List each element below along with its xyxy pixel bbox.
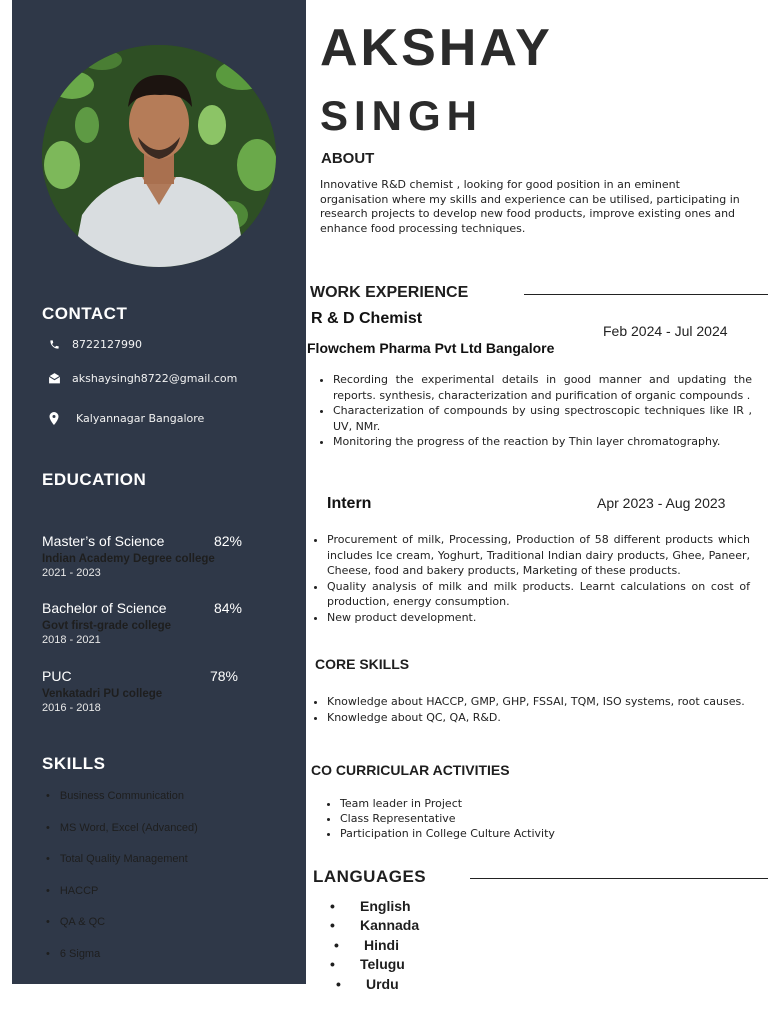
name-last: SINGH: [320, 92, 484, 139]
activity-item: • Team leader in Project: [340, 796, 740, 811]
job-title: R & D Chemist: [311, 310, 423, 327]
job-bullet: • Characterization of compounds by using spectroscopic techniques like IR , UV, NMr.: [333, 403, 752, 434]
education-heading: EDUCATION: [42, 470, 147, 489]
language-item: • English: [330, 898, 419, 917]
name-first: AKSHAY: [320, 19, 553, 77]
company-name: Flowchem Pharma Pvt Ltd Bangalore: [307, 340, 555, 356]
college-name: Venkatadri PU college: [42, 688, 163, 700]
job-bullet: • Recording the experimental details in good manner and updating the reports. synthesis, characterization and purification of organic compounds .: [333, 372, 752, 403]
work-experience-heading: WORK EXPERIENCE: [310, 284, 469, 301]
language-item: • Hindi: [330, 937, 419, 956]
education-years: 2018 - 2021: [42, 634, 101, 646]
activity-item: • Participation in College Culture Activity: [340, 826, 740, 841]
degree-name: Bachelor of Science: [42, 600, 167, 616]
education-years: 2021 - 2023: [42, 567, 101, 579]
college-name: Indian Academy Degree college: [42, 553, 215, 565]
education-item: [42, 668, 242, 714]
education-item: [42, 533, 242, 579]
degree-percent: 84%: [213, 600, 242, 616]
job-bullet: • Procurement of milk, Processing, Production of 58 different products which includes Ice cream, Yoghurt, Traditional Indian dairy products, Ghee, Paneer, Cheese, food and bakery products, Marketing of these products.: [327, 532, 750, 579]
activity-item: • Class Representative: [340, 811, 740, 826]
core-skills-list: [309, 694, 750, 725]
job-bullets: [315, 372, 752, 450]
job-bullet: • Monitoring the progress of the reaction by Thin layer chromatography.: [333, 434, 752, 450]
location-text: Kalyannagar Bangalore: [76, 411, 205, 425]
skill-item: • Total Quality Management: [46, 853, 198, 885]
profile-photo-illustration: [42, 45, 276, 267]
contact-location: [46, 411, 204, 425]
languages-list: [330, 898, 419, 995]
language-item: • Kannada: [330, 917, 419, 936]
job-bullet: • Quality analysis of milk and milk products. Learnt calculations on cost of production, energy consumption.: [327, 579, 750, 610]
degree-percent: 78%: [209, 668, 238, 684]
divider: [524, 294, 768, 295]
core-skills-heading: CORE SKILLS: [315, 656, 410, 672]
skill-item: • 6 Sigma: [46, 948, 198, 980]
co-curricular-list: [322, 796, 740, 841]
profile-photo: [42, 45, 276, 267]
skills-heading: SKILLS: [42, 754, 106, 773]
skill-item: • QA & QC: [46, 916, 198, 948]
job-bullet: • New product development.: [327, 610, 750, 626]
language-item: • Urdu: [330, 976, 419, 995]
skill-item: • Business Communication: [46, 790, 198, 822]
degree-percent: 82%: [213, 533, 242, 549]
location-pin-icon: [46, 411, 62, 425]
languages-heading: LANGUAGES: [313, 867, 427, 886]
degree-name: Master’s of Science: [42, 533, 165, 549]
co-curricular-heading: CO CURRICULAR ACTIVITIES: [311, 762, 510, 778]
degree-name: PUC: [42, 668, 72, 684]
divider: [470, 878, 768, 879]
contact-email: [46, 371, 237, 385]
job-dates: Apr 2023 - Aug 2023: [597, 495, 726, 511]
core-skill-item: • Knowledge about HACCP, GMP, GHP, FSSAI, TQM, ISO systems, root causes.: [327, 694, 750, 710]
contact-phone: [46, 337, 142, 351]
language-item: • Telugu: [330, 956, 419, 975]
education-item: [42, 600, 242, 646]
job-dates: Feb 2024 - Jul 2024: [603, 323, 728, 339]
about-text: Innovative R&D chemist , looking for good position in an eminent organisation where my skills and experience can be utilised, participating in research projects to develop new food products, improve existing ones and enhance food processing techniques.: [320, 178, 740, 235]
skills-list: [46, 790, 198, 980]
education-years: 2016 - 2018: [42, 702, 101, 714]
skill-item: • MS Word, Excel (Advanced): [46, 822, 198, 854]
core-skill-item: • Knowledge about QC, QA, R&D.: [327, 710, 750, 726]
email-address[interactable]: akshaysingh8722@gmail.com: [72, 371, 238, 385]
job-bullets: [309, 532, 750, 625]
mail-icon: [46, 371, 62, 385]
contact-heading: CONTACT: [42, 304, 128, 323]
phone-number[interactable]: 8722127990: [72, 337, 142, 351]
skill-item: • HACCP: [46, 885, 198, 917]
college-name: Govt first-grade college: [42, 620, 172, 632]
about-heading: ABOUT: [321, 150, 375, 167]
phone-icon: [46, 337, 62, 351]
job-title: Intern: [327, 495, 372, 512]
